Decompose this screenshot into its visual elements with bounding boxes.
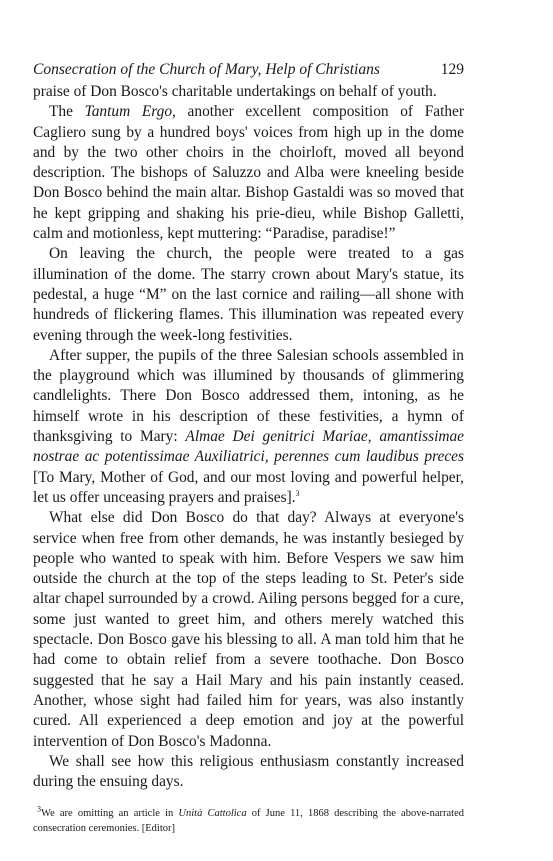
paragraph-5-text: What else did Don Bosco do that day? Always at everyone's service when free from other demands, he was instantly besieged by people who wanted to speak with him. Before Vespers we saw him outside the church at the top of the steps leading to St. Peter's side altar chapel surrounded by a crowd. Ailing persons begged for a cure, some just wanted to greet him, and others merely watched this spectacle. Don Bosco gave his blessing to all. A man told him that he had come to obtain relief from a severe toothache. Don Bosco suggested that he say a Hail Mary and his pain instantly ceased. Another, whose sight had failed him for years, was also instantly cured. All experienced a deep emotion and joy at the powerful intervention of Don Bosco's Madonna. [33,509,464,750]
paragraph-3 [33,244,464,345]
paragraph-2-text-a: The [49,103,85,121]
tantum-ergo-title: Tantum Ergo, [84,103,176,121]
paragraph-6 [33,752,464,793]
paragraph-4-text-b: [To Mary, Mother of God, and our most loving and powerful helper, let us offer unceasing prayers and praises]. [33,468,464,506]
paragraph-2-text-b: another excellent composition of Father Cagliero sung by a hundred boys' voices from high up in the dome and by the two other choirs in the choirloft, moved all beyond description. The bishops of Saluzzo and Alba were kneeling beside Don Bosco behind the main altar. Bishop Gastaldi was so moved that he kept gripping and shaking his prie-dieu, while Bishop Galletti, calm and motionless, kept muttering: “Paradise, paradise!” [33,103,465,243]
paragraph-2 [33,102,464,244]
paragraph-5 [33,508,464,752]
footnote-text-a: We are omitting an article in [41,808,179,820]
footnote-text-b: of June 11, 1868 describing the above-narrated consecration ceremonies. [Editor] [33,808,464,835]
paragraph-4-text-a: After supper, the pupils of the three Salesian schools assembled in the playground which was illumined by thousands of glimmering candlelights. There Don Bosco addressed them, intoning, as he himself wrote in his description of these festivities, a hymn of thanksgiving to Mary: [33,346,464,446]
footnote-mark: 3 [37,804,41,814]
footnote-source: Unità Cattolica [178,808,247,820]
paragraph-4 [33,346,464,508]
running-head [33,60,464,80]
paragraph-1 [33,82,464,102]
footnote-reference[interactable]: 3 [295,488,300,498]
page-number: 129 [440,61,464,78]
paragraph-1-text: praise of Don Bosco's charitable undertakings on behalf of youth. [33,83,437,100]
body-text [33,82,464,792]
paragraph-3-text: On leaving the church, the people were treated to a gas illumination of the dome. The starry crown about Mary's statue, its pedestal, a huge “M” on the last cornice and railing—all shone with hundreds of flickering flames. This illumination was repeated every evening through the week-long festivities. [33,245,464,344]
footnote [33,806,464,836]
running-title: Consecration of the Church of Mary, Help of Christians [33,61,380,78]
latin-hymn: Almae Dei genitrici Mariae, amantissimae nostrae ac potentissimae Auxiliatrici, perennes cum laudibus preces [33,428,464,466]
book-page [33,60,464,836]
paragraph-6-text: We shall see how this religious enthusiasm constantly increased during the ensuing days. [33,752,464,791]
